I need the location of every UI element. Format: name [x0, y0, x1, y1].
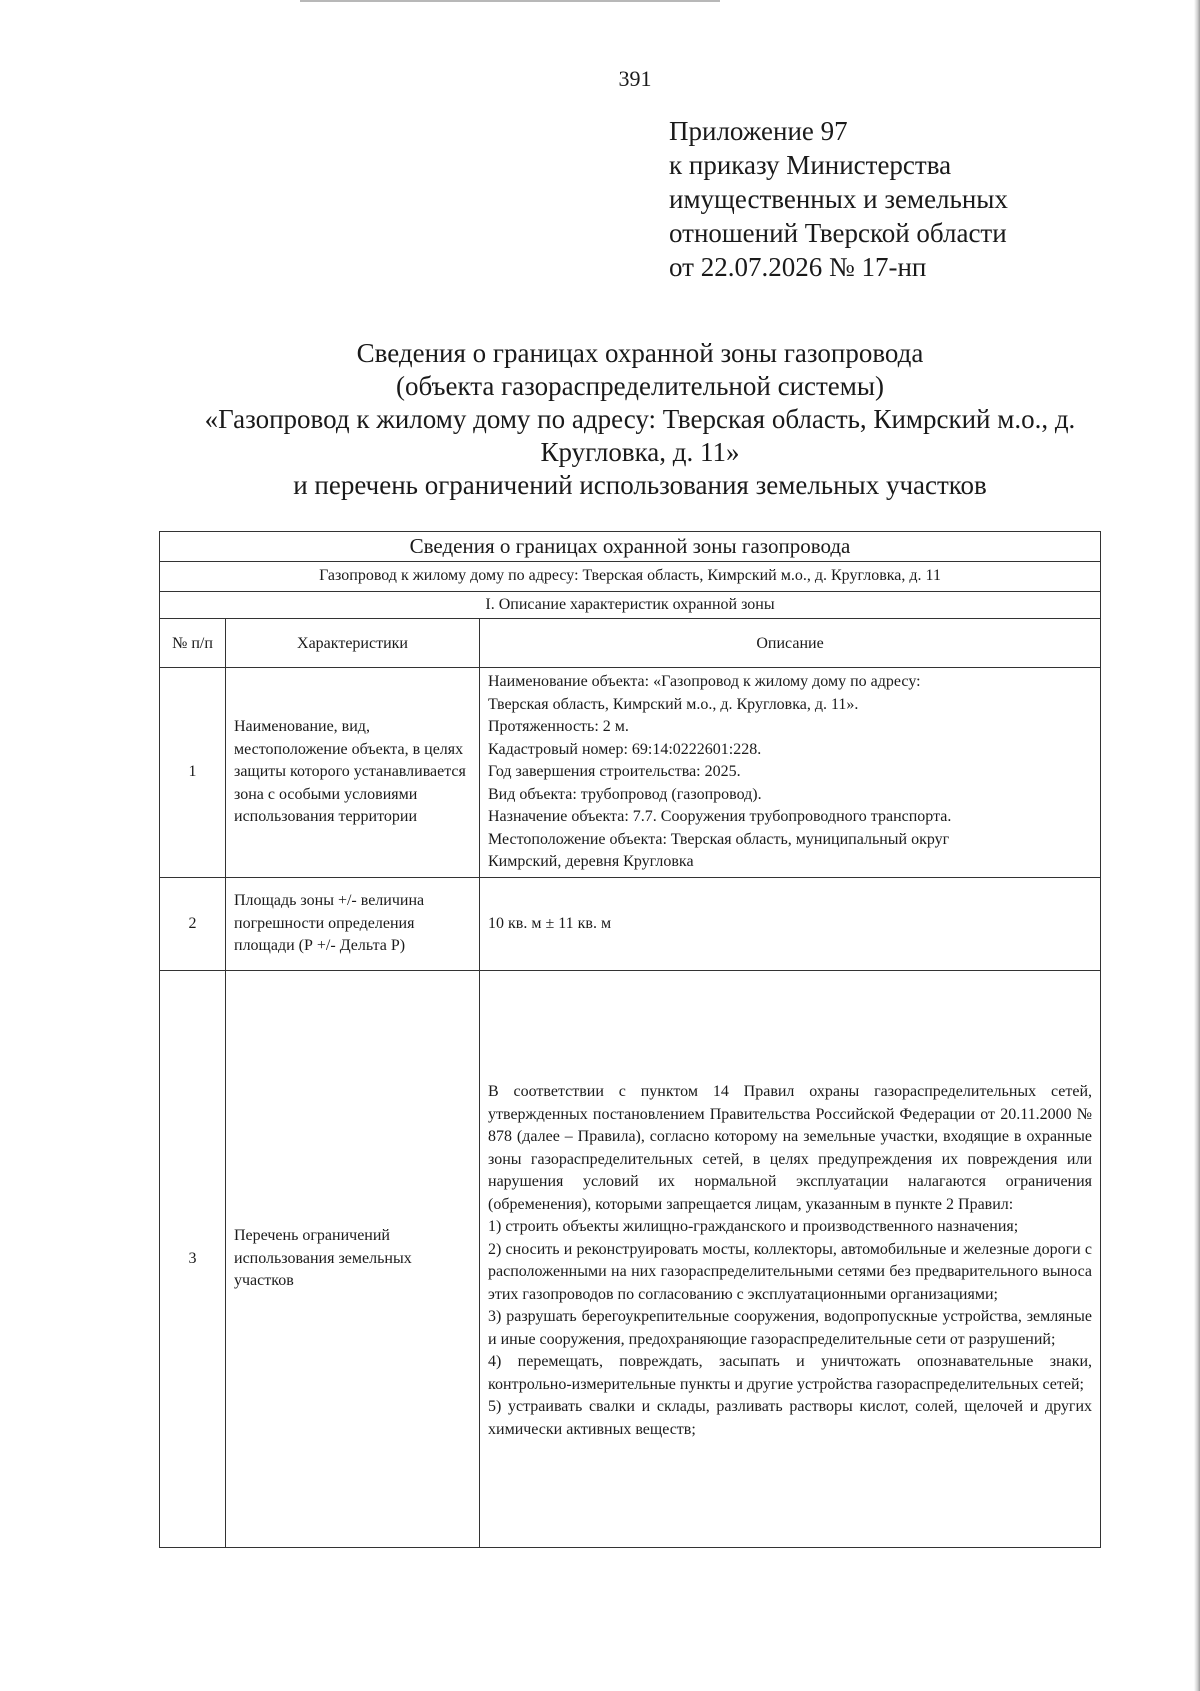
title-line: Кругловка, д. 11»: [540, 437, 740, 467]
row-description: 10 кв. м ± 11 кв. м: [480, 878, 1101, 971]
title-line: и перечень ограничений использования земельных участков: [293, 470, 987, 500]
row-number: 1: [160, 668, 226, 878]
appendix-line: отношений Тверской области: [669, 218, 1007, 248]
row-number: 2: [160, 878, 226, 971]
table-row: [160, 878, 1101, 971]
appendix-line: Приложение 97: [669, 116, 848, 146]
table-section-row: [160, 592, 1101, 619]
description-line: Протяженность: 2 м.: [488, 718, 629, 736]
appendix-line: к приказу Министерства: [669, 150, 952, 180]
description-line: Местоположение объекта: Тверская область, муниципальный округ: [488, 830, 950, 848]
document-title: [140, 337, 1140, 502]
table-header: Сведения о границах охранной зоны газопровода: [160, 532, 1101, 562]
description-line: Вид объекта: трубопровод (газопровод).: [488, 785, 762, 803]
row-description: [480, 668, 1101, 878]
zone-info-table: [159, 531, 1101, 1548]
row-characteristic: Наименование, вид, местоположение объекта, в целях защиты которого устанавливается зона с особыми условиями использования территории: [226, 668, 480, 878]
description-line: Кадастровый номер: 69:14:0222601:228.: [488, 740, 762, 758]
appendix-block: [669, 114, 1008, 284]
restriction-paragraph: 3) разрушать берегоукрепительные сооружения, водопропускные устройства, земляные и иные сооружения, предохраняющие газораспределительные сети от разрушений;: [488, 1308, 1093, 1348]
title-line: «Газопровод к жилому дому по адресу: Тверская область, Кимрский м.о., д.: [204, 404, 1076, 434]
row-description: [480, 971, 1101, 1548]
description-line: Кимрский, деревня Кругловка: [488, 853, 694, 871]
table-section-title: I. Описание характеристик охранной зоны: [160, 592, 1101, 619]
scan-right-edge: [1194, 0, 1200, 1691]
description-line: Тверская область, Кимрский м.о., д. Кругловка, д. 11».: [488, 695, 859, 713]
restriction-paragraph: 5) устраивать свалки и склады, разливать растворы кислот, солей, щелочей и других химически активных веществ;: [488, 1398, 1093, 1438]
page-number: 391: [618, 66, 652, 91]
row-characteristic: Площадь зоны +/- величина погрешности определения площади (Р +/- Дельта Р): [226, 878, 480, 971]
scan-top-edge: [300, 0, 720, 2]
title-line: (объекта газораспределительной системы): [395, 371, 885, 401]
restriction-paragraph: 2) сносить и реконструировать мосты, коллекторы, автомобильные и железные дороги с расположенными на них газораспределительными сетями без предварительного выноса этих газопроводов по согласованию с эксплуатационными организациями;: [488, 1240, 1093, 1303]
description-line: Назначение объекта: 7.7. Сооружения трубопроводного транспорта.: [488, 808, 952, 826]
restriction-paragraph: В соответствии с пунктом 14 Правил охраны газораспределительных сетей, утвержденных постановлением Правительства Российской Федерации от 20.11.2000 № 878 (далее – Правила), согласно которому на земельные участки, входящие в охранные зоны газораспределительных сетей, в целях предупреждения их повреждения или нарушения условий их нормальной эксплуатации налагаются ограничения (обременения), которыми запрещается лицам, указанным в пункте 2 Правил:: [488, 1083, 1093, 1213]
description-line: Год завершения строительства: 2025.: [488, 763, 741, 781]
table-row: [160, 971, 1101, 1548]
restriction-paragraph: 4) перемещать, повреждать, засыпать и уничтожать опознавательные знаки, контрольно-измерительные пункты и другие устройства газораспределительных сетей;: [488, 1353, 1093, 1393]
table-header-row: [160, 532, 1101, 562]
row-number: 3: [160, 971, 226, 1548]
restriction-paragraph: 1) строить объекты жилищно-гражданского и производственного назначения;: [488, 1218, 1019, 1235]
appendix-line: имущественных и земельных: [669, 184, 1008, 214]
table-row: [160, 668, 1101, 878]
appendix-line: от 22.07.2026 № 17-нп: [669, 252, 927, 282]
description-line: Наименование объекта: «Газопровод к жилому дому по адресу:: [488, 673, 921, 691]
table-object-row: [160, 562, 1101, 592]
column-header-characteristics: Характеристики: [226, 619, 480, 668]
title-line: Сведения о границах охранной зоны газопровода: [356, 338, 924, 368]
table-column-header-row: [160, 619, 1101, 668]
column-header-description: Описание: [480, 619, 1101, 668]
table-object-line: Газопровод к жилому дому по адресу: Тверская область, Кимрский м.о., д. Кругловка, д. 11: [160, 562, 1101, 592]
row-characteristic: Перечень ограничений использования земельных участков: [226, 971, 480, 1548]
column-header-num: № п/п: [160, 619, 226, 668]
